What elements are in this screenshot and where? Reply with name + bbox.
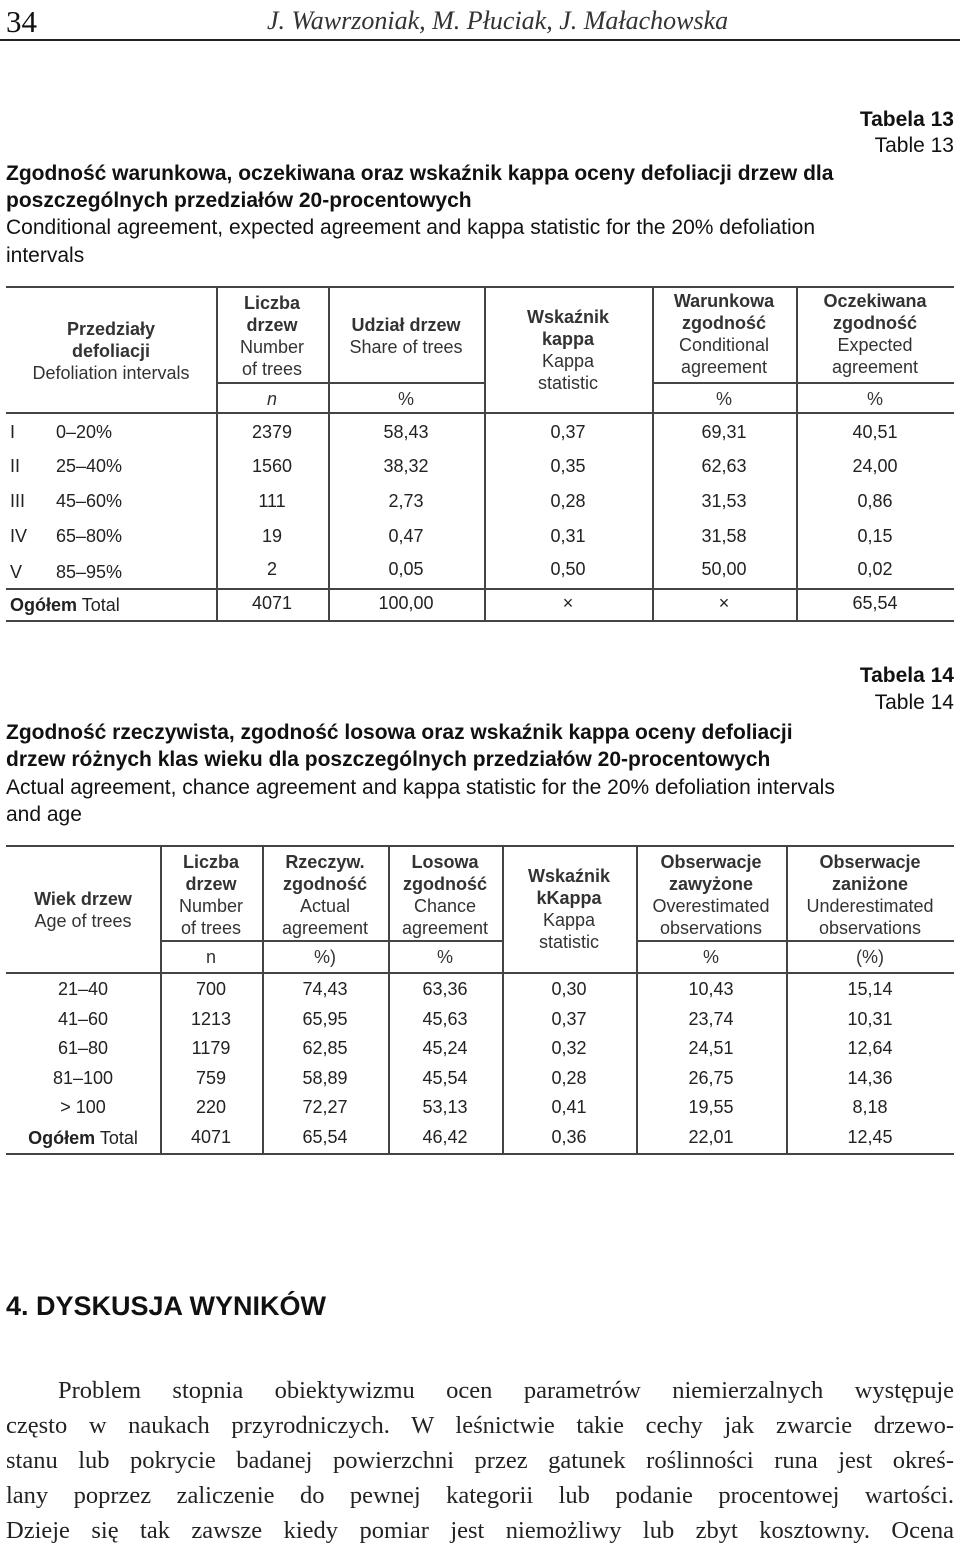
header-line: Expected	[837, 335, 913, 355]
cell-expected: 0,02	[857, 559, 893, 579]
table13-unit-share: %	[397, 389, 414, 409]
table14-header-actual	[262, 851, 388, 939]
cell-under: 12,45	[847, 1127, 893, 1147]
table13-label-en: Table 13	[874, 134, 954, 157]
header-line: Liczba	[243, 293, 300, 313]
total-label-pl: Ogółem	[28, 1128, 96, 1148]
cell-n: 2379	[251, 422, 293, 442]
cell-share: 100,00	[378, 593, 434, 613]
header-line: drzew	[246, 315, 298, 335]
table13-caption-en-2: intervals	[6, 244, 85, 267]
header-line: defoliacji	[71, 341, 151, 361]
header-line: Losowa	[411, 852, 479, 872]
table13-top-rule	[6, 286, 954, 288]
cell-conditional: 62,63	[701, 456, 747, 476]
cell-over: 23,74	[688, 1009, 734, 1029]
cell-share: 0,47	[388, 526, 424, 546]
header-line: Underestimated	[806, 896, 934, 916]
table13-header-rule	[6, 412, 954, 414]
cell-chance: 45,63	[422, 1009, 468, 1029]
cell-conditional: 50,00	[701, 559, 747, 579]
header-line: Number	[178, 896, 244, 916]
table13-caption-en-1: Conditional agreement, expected agreement and kappa statistic for the 20% defoliation	[6, 216, 816, 239]
header-line: zgodność	[833, 313, 917, 333]
header-rule	[0, 39, 960, 41]
header-line: Rzeczyw.	[285, 852, 365, 872]
header-line: of trees	[241, 359, 303, 379]
cell-kappa: 0,31	[550, 526, 586, 546]
row-interval: 0–20%	[56, 422, 113, 442]
row-roman: I	[10, 422, 16, 442]
table13-subrule-2	[652, 382, 954, 384]
table13-total-rule	[6, 588, 954, 590]
section-paragraph	[6, 1373, 954, 1548]
cell-expected: 24,00	[852, 456, 898, 476]
cell-expected: 40,51	[852, 422, 898, 442]
paragraph-line: Problem stopnia obiektywizmu ocen parametrów niemierzalnych występuje	[58, 1377, 954, 1404]
header-line: Obserwacje	[819, 852, 921, 872]
cell-kappa: 0,28	[550, 491, 586, 511]
cell-n: 4071	[190, 1127, 232, 1147]
table13-header-kappa	[484, 306, 652, 394]
header-line: Oczekiwana	[823, 291, 927, 311]
header-line: drzew	[185, 874, 237, 894]
table13-bottom-rule	[6, 620, 954, 622]
cell-expected: 0,86	[857, 491, 893, 511]
header-line: zgodność	[283, 874, 367, 894]
cell-n: 4071	[251, 593, 293, 613]
total-label-en: Total	[81, 595, 120, 615]
cell-conditional: 69,31	[701, 422, 747, 442]
header-line: agreement	[401, 918, 489, 938]
cell-actual: 58,89	[302, 1068, 348, 1088]
header-line: kKappa	[536, 888, 602, 908]
cell-under: 15,14	[847, 979, 893, 999]
header-line: Overestimated	[652, 896, 770, 916]
table14-label-en: Table 14	[874, 691, 954, 714]
cell-age: 21–40	[57, 979, 109, 999]
paragraph-line: stanu lub pokrycie badanej powierzchni przez gatunek roślinności runa jest okreś-	[6, 1447, 954, 1474]
header-line: statistic	[538, 932, 599, 952]
table14-header-under	[786, 851, 954, 939]
cell-over: 19,55	[688, 1097, 734, 1117]
table14-caption-en-1: Actual agreement, chance agreement and kappa statistic for the 20% defoliation intervals	[6, 776, 835, 799]
cell-n: 1179	[191, 1038, 231, 1058]
cell-actual: 62,85	[302, 1038, 348, 1058]
cell-conditional: 31,58	[701, 526, 747, 546]
cell-chance: 46,42	[422, 1127, 468, 1147]
table14-subrule-1	[160, 940, 502, 942]
cell-n: 700	[195, 979, 227, 999]
table14-bottom-rule	[6, 1153, 954, 1155]
running-header-authors: J. Wawrzoniak, M. Płuciak, J. Małachowska	[267, 6, 729, 35]
header-line: statistic	[537, 373, 598, 393]
header-line: agreement	[680, 357, 768, 377]
cell-expected: 65,54	[852, 593, 898, 613]
table14-header-rule	[6, 972, 954, 974]
header-line: Wskaźnik	[527, 866, 611, 886]
cell-over: 22,01	[688, 1127, 734, 1147]
cell-kappa: 0,28	[551, 1068, 587, 1088]
cell-conditional: ×	[718, 593, 730, 613]
header-line: agreement	[281, 918, 369, 938]
cell-age: 61–80	[57, 1038, 109, 1058]
cell-n: 2	[266, 559, 277, 579]
header-line: Obserwacje	[660, 852, 762, 872]
header-line: kappa	[541, 329, 595, 349]
header-line: Liczba	[182, 852, 239, 872]
paragraph-line: często w naukach przyrodniczych. W leśnictwie takie cechy jak zwarcie drzewo-	[6, 1412, 954, 1439]
cell-kappa: 0,32	[551, 1038, 587, 1058]
table13-caption-pl-1: Zgodność warunkowa, oczekiwana oraz wskaźnik kappa oceny defoliacji drzew dla	[6, 162, 834, 185]
table14-caption-en-2: and age	[6, 803, 82, 826]
header-line: Defoliation intervals	[32, 363, 190, 383]
cell-n: 1213	[190, 1009, 232, 1029]
table13-unit-conditional: %	[715, 389, 732, 409]
header-line: Share of trees	[349, 337, 463, 357]
cell-actual: 72,27	[302, 1097, 348, 1117]
header-line: agreement	[831, 357, 919, 377]
row-roman: III	[10, 491, 26, 511]
table14-header-chance	[388, 851, 502, 939]
header-line: Age of trees	[34, 911, 132, 931]
total-label	[10, 594, 120, 616]
cell-conditional: 31,53	[701, 491, 747, 511]
table14-unit-under: (%)	[856, 947, 884, 967]
cell-chance: 53,13	[422, 1097, 468, 1117]
header-line: zgodność	[682, 313, 766, 333]
table13-header-expected	[796, 290, 954, 378]
header-line: of trees	[180, 918, 242, 938]
header-line: zawyżone	[668, 874, 754, 894]
header-line: Udział drzew	[351, 315, 461, 335]
header-line: Wiek drzew	[34, 889, 132, 909]
row-roman: II	[10, 456, 21, 476]
cell-kappa: ×	[562, 593, 574, 613]
row-interval: 65–80%	[56, 526, 123, 546]
table14-unit-chance: %	[436, 947, 453, 967]
table13-caption-pl-2: poszczególnych przedziałów 20-procentowych	[6, 189, 472, 212]
cell-age: 41–60	[57, 1009, 109, 1029]
cell-under: 8,18	[852, 1097, 888, 1117]
row-roman: V	[10, 562, 23, 582]
cell-kappa: 0,37	[550, 422, 586, 442]
header-line: Actual	[299, 896, 351, 916]
cell-chance: 45,54	[422, 1068, 468, 1088]
total-label-pl: Ogółem	[10, 595, 78, 615]
table13-header-conditional	[652, 290, 796, 378]
table13-subrule-1	[216, 382, 484, 384]
header-line: Kappa	[542, 910, 596, 930]
table14-unit-over: %	[702, 947, 719, 967]
table14-caption-pl-1: Zgodność rzeczywista, zgodność losowa oraz wskaźnik kappa oceny defoliacji	[6, 721, 793, 744]
table14-header-over	[636, 851, 786, 939]
cell-kappa: 0,41	[551, 1097, 587, 1117]
table13-header-intervals	[6, 318, 216, 384]
header-line: Wskaźnik	[526, 307, 610, 327]
cell-over: 10,43	[688, 979, 734, 999]
row-roman: IV	[10, 526, 28, 546]
table14-header-age	[6, 888, 160, 932]
table14-caption-pl-2: drzew różnych klas wieku dla poszczególnych przedziałów 20-procentowych	[6, 748, 771, 771]
table13-unit-n: n	[266, 389, 277, 409]
row-interval: 85–95%	[56, 562, 123, 582]
cell-kappa: 0,30	[551, 979, 587, 999]
cell-chance: 63,36	[422, 979, 468, 999]
row-interval: 45–60%	[56, 491, 123, 511]
cell-actual: 74,43	[302, 979, 348, 999]
table13-unit-expected: %	[866, 389, 883, 409]
cell-n: 19	[261, 526, 283, 546]
cell-under: 14,36	[847, 1068, 893, 1088]
cell-actual: 65,95	[302, 1009, 348, 1029]
header-line: Number	[239, 337, 305, 357]
header-line: observations	[818, 918, 922, 938]
cell-actual: 65,54	[302, 1127, 348, 1147]
header-line: Chance	[413, 896, 477, 916]
table14-top-rule	[6, 845, 954, 847]
cell-kappa: 0,36	[551, 1127, 587, 1147]
cell-share: 2,73	[388, 491, 424, 511]
cell-share: 38,32	[383, 456, 429, 476]
table14-subrule-2	[636, 940, 954, 942]
cell-chance: 45,24	[422, 1038, 468, 1058]
header-line: zaniżone	[831, 874, 908, 894]
cell-n: 111	[258, 491, 286, 511]
header-line: observations	[659, 918, 763, 938]
row-interval: 25–40%	[56, 456, 123, 476]
cell-over: 26,75	[688, 1068, 734, 1088]
cell-share: 58,43	[383, 422, 429, 442]
header-line: zgodność	[403, 874, 487, 894]
table14-header-number	[160, 851, 262, 939]
cell-age: > 100	[60, 1097, 106, 1117]
page-number: 34	[6, 4, 37, 39]
header-line: Warunkowa	[673, 291, 775, 311]
section-title: 4. DYSKUSJA WYNIKÓW	[6, 1291, 327, 1321]
table13-header-number	[216, 292, 328, 380]
table14-unit-actual: %)	[314, 947, 336, 967]
cell-under: 10,31	[847, 1009, 893, 1029]
table13-label-pl: Tabela 13	[859, 108, 954, 131]
table14-label-pl: Tabela 14	[859, 664, 954, 687]
table13-header-share	[328, 314, 484, 358]
cell-under: 12,64	[847, 1038, 893, 1058]
paragraph-line: Dzieje się tak zawsze kiedy pomiar jest niemożliwy lub zbyt kosztowny. Ocena	[6, 1517, 954, 1544]
cell-kappa: 0,50	[550, 559, 586, 579]
cell-n: 1560	[251, 456, 293, 476]
total-label-en: Total	[99, 1128, 138, 1148]
cell-over: 24,51	[688, 1038, 734, 1058]
cell-kappa: 0,37	[551, 1009, 587, 1029]
cell-n: 759	[195, 1068, 227, 1088]
cell-age: 81–100	[52, 1068, 114, 1088]
table14-header-kappa	[502, 865, 636, 953]
cell-expected: 0,15	[857, 526, 893, 546]
header-line: Conditional	[678, 335, 770, 355]
table14-unit-n: n	[205, 947, 216, 967]
cell-n: 220	[195, 1097, 227, 1117]
cell-kappa: 0,35	[550, 456, 586, 476]
header-line: Kappa	[541, 351, 595, 371]
total-label	[6, 1127, 160, 1149]
cell-share: 0,05	[388, 559, 424, 579]
paragraph-line: lany poprzez zaliczenie do pewnej kategorii lub podanie procentowej wartości.	[6, 1482, 954, 1509]
header-line: Przedziały	[66, 319, 156, 339]
